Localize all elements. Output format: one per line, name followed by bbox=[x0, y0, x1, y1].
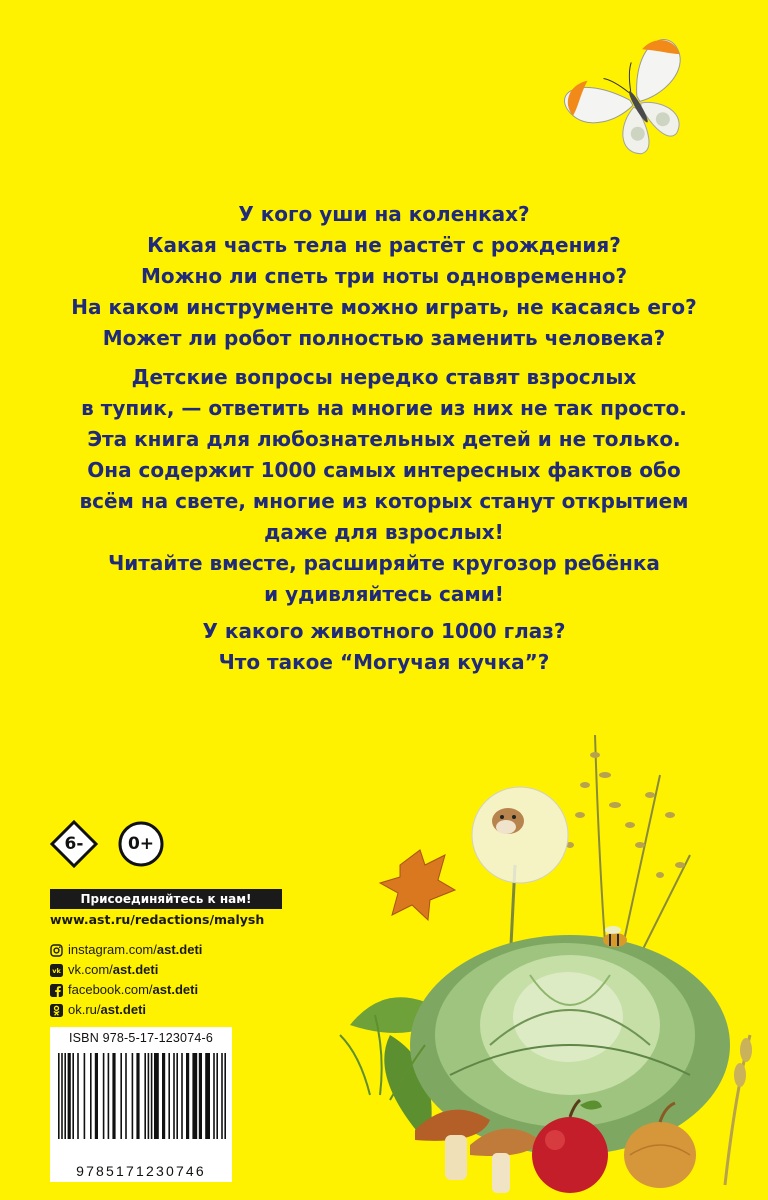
social-prefix: vk.com/ bbox=[68, 962, 113, 977]
facebook-icon bbox=[50, 984, 63, 997]
social-handle: ast.deti bbox=[100, 1002, 147, 1017]
description-line: Читайте вместе, расширяйте кругозор ребёнка bbox=[108, 551, 660, 575]
svg-text:vk: vk bbox=[52, 966, 61, 975]
content-rating-badge bbox=[117, 820, 165, 868]
butterfly-illustration bbox=[560, 28, 710, 178]
social-handle: ast.deti bbox=[112, 962, 159, 977]
barcode-number: 9785171230746 bbox=[76, 1163, 206, 1179]
social-prefix: ok.ru/ bbox=[68, 1002, 101, 1017]
description-line: в тупик, — ответить на многие из них не так просто. bbox=[81, 396, 687, 420]
description-line: Детские вопросы нередко ставят взрослых bbox=[131, 365, 637, 389]
question-line: Может ли робот полностью заменить человека? bbox=[102, 326, 666, 350]
social-link-instagram[interactable] bbox=[50, 940, 202, 960]
description-line: всём на свете, многие из которых станут открытием bbox=[79, 489, 689, 513]
description-line: Эта книга для любознательных детей и не только. bbox=[87, 427, 681, 451]
instagram-icon bbox=[50, 944, 63, 957]
odnoklassniki-icon bbox=[50, 1004, 63, 1017]
age-badge-text: 6- bbox=[64, 834, 84, 854]
question-line: Что такое “Могучая кучка”? bbox=[218, 650, 550, 674]
question-line: На каком инструменте можно играть, не касаясь его? bbox=[71, 295, 697, 319]
isbn-text: ISBN 978-5-17-123074-6 bbox=[68, 1031, 214, 1045]
social-link-odnoklassniki[interactable] bbox=[50, 1000, 202, 1020]
age-badge bbox=[50, 820, 98, 868]
social-link-facebook[interactable] bbox=[50, 980, 202, 1000]
social-prefix: instagram.com/ bbox=[68, 942, 157, 957]
join-us-banner: Присоединяйтесь к нам! bbox=[50, 889, 282, 909]
question-line: Можно ли спеть три ноты одновременно? bbox=[140, 264, 628, 288]
website-link[interactable]: www.ast.ru/redactions/malysh bbox=[50, 912, 265, 927]
social-prefix: facebook.com/ bbox=[68, 982, 153, 997]
social-handle: ast.deti bbox=[152, 982, 199, 997]
barcode-area bbox=[50, 1027, 232, 1182]
question-line: Какая часть тела не растёт с рождения? bbox=[147, 233, 621, 257]
social-handle: ast.deti bbox=[156, 942, 203, 957]
description-line: даже для взрослых! bbox=[264, 520, 504, 544]
description-paragraph bbox=[40, 362, 728, 610]
harvest-illustration bbox=[330, 715, 768, 1200]
question-line: У кого уши на коленках? bbox=[238, 202, 530, 226]
question-line: У какого животного 1000 глаз? bbox=[202, 619, 566, 643]
intro-questions bbox=[40, 199, 728, 354]
social-links bbox=[50, 940, 202, 1020]
closing-questions bbox=[40, 616, 728, 678]
barcode-bars bbox=[58, 1053, 226, 1161]
social-link-vk[interactable] bbox=[50, 960, 202, 980]
description-line: Она содержит 1000 самых интересных фактов обо bbox=[87, 458, 681, 482]
content-rating-text: 0+ bbox=[127, 834, 155, 854]
description-line: и удивляйтесь сами! bbox=[264, 582, 504, 606]
vk-icon bbox=[50, 964, 63, 977]
